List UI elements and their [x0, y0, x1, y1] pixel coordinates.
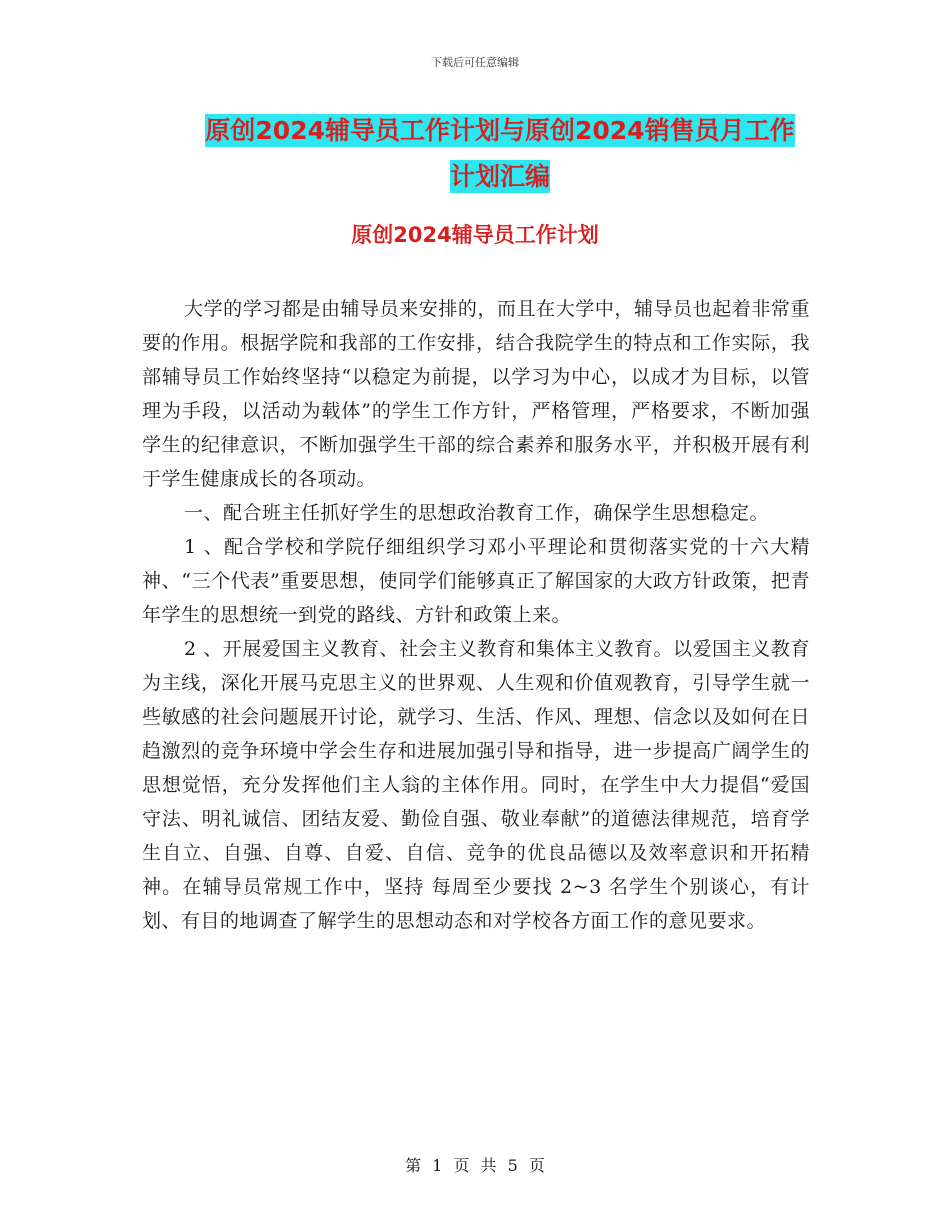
paragraph-item-1: 1 、配合学校和学院仔细组织学习邓小平理论和贯彻落实党的十六大精神、“三个代表”重要思想，使同学们能够真正了解国家的大政方针政策，把青年学生的思想统一到党的路线、方针和政策上来。	[142, 536, 810, 626]
document-title	[140, 108, 860, 200]
paragraph-intro: 大学的学习都是由辅导员来安排的，而且在大学中，辅导员也起着非常重要的作用。根据学院和我部的工作安排，结合我院学生的特点和工作实际，我部辅导员工作始终坚持“以稳定为前提，以学习为中心，以成才为目标，以管理为手段，以活动为载体”的学生工作方针，严格管理，严格要求，不断加强学生的纪律意识，不断加强学生干部的综合素养和服务水平，并积极开展有利于学生健康成长的各项动。	[142, 298, 810, 490]
document-title-line-1: 原创2024辅导员工作计划与原创2024销售员月工作	[205, 116, 795, 145]
paragraph-section-1: 一、配合班主任抓好学生的思想政治教育工作，确保学生思想稳定。	[184, 502, 770, 524]
document-title-line-2: 计划汇编	[449, 162, 550, 191]
section-title: 原创2024辅导员工作计划	[351, 223, 599, 247]
document-body	[142, 292, 810, 938]
paragraph-item-2: 2 、开展爱国主义教育、社会主义教育和集体主义教育。以爱国主义教育为主线，深化开展马克思主义的世界观、人生观和价值观教育，引导学生就一些敏感的社会问题展开讨论，就学习、生活、作风、理想、信念以及如何在日趋激烈的竞争环境中学会生存和进展加强引导和指导，进一步提高广阔学生的思想觉悟，充分发挥他们主人翁的主体作用。同时，在学生中大力提倡“爱国守法、明礼诚信、团结友爱、勤俭自强、敬业奉献”的道德法律规范，培育学生自立、自强、自尊、自爱、自信、竞争的优良品德以及效率意识和开拓精神。在辅导员常规工作中，坚持 每周至少要找 2~3 名学生个别谈心，有计划、有目的地调查了解学生的思想动态和对学校各方面工作的意见要求。	[142, 638, 810, 932]
page-header-note: 下载后可任意编辑	[431, 56, 519, 69]
page-number: 第 1 页 共 5 页	[405, 1156, 545, 1175]
